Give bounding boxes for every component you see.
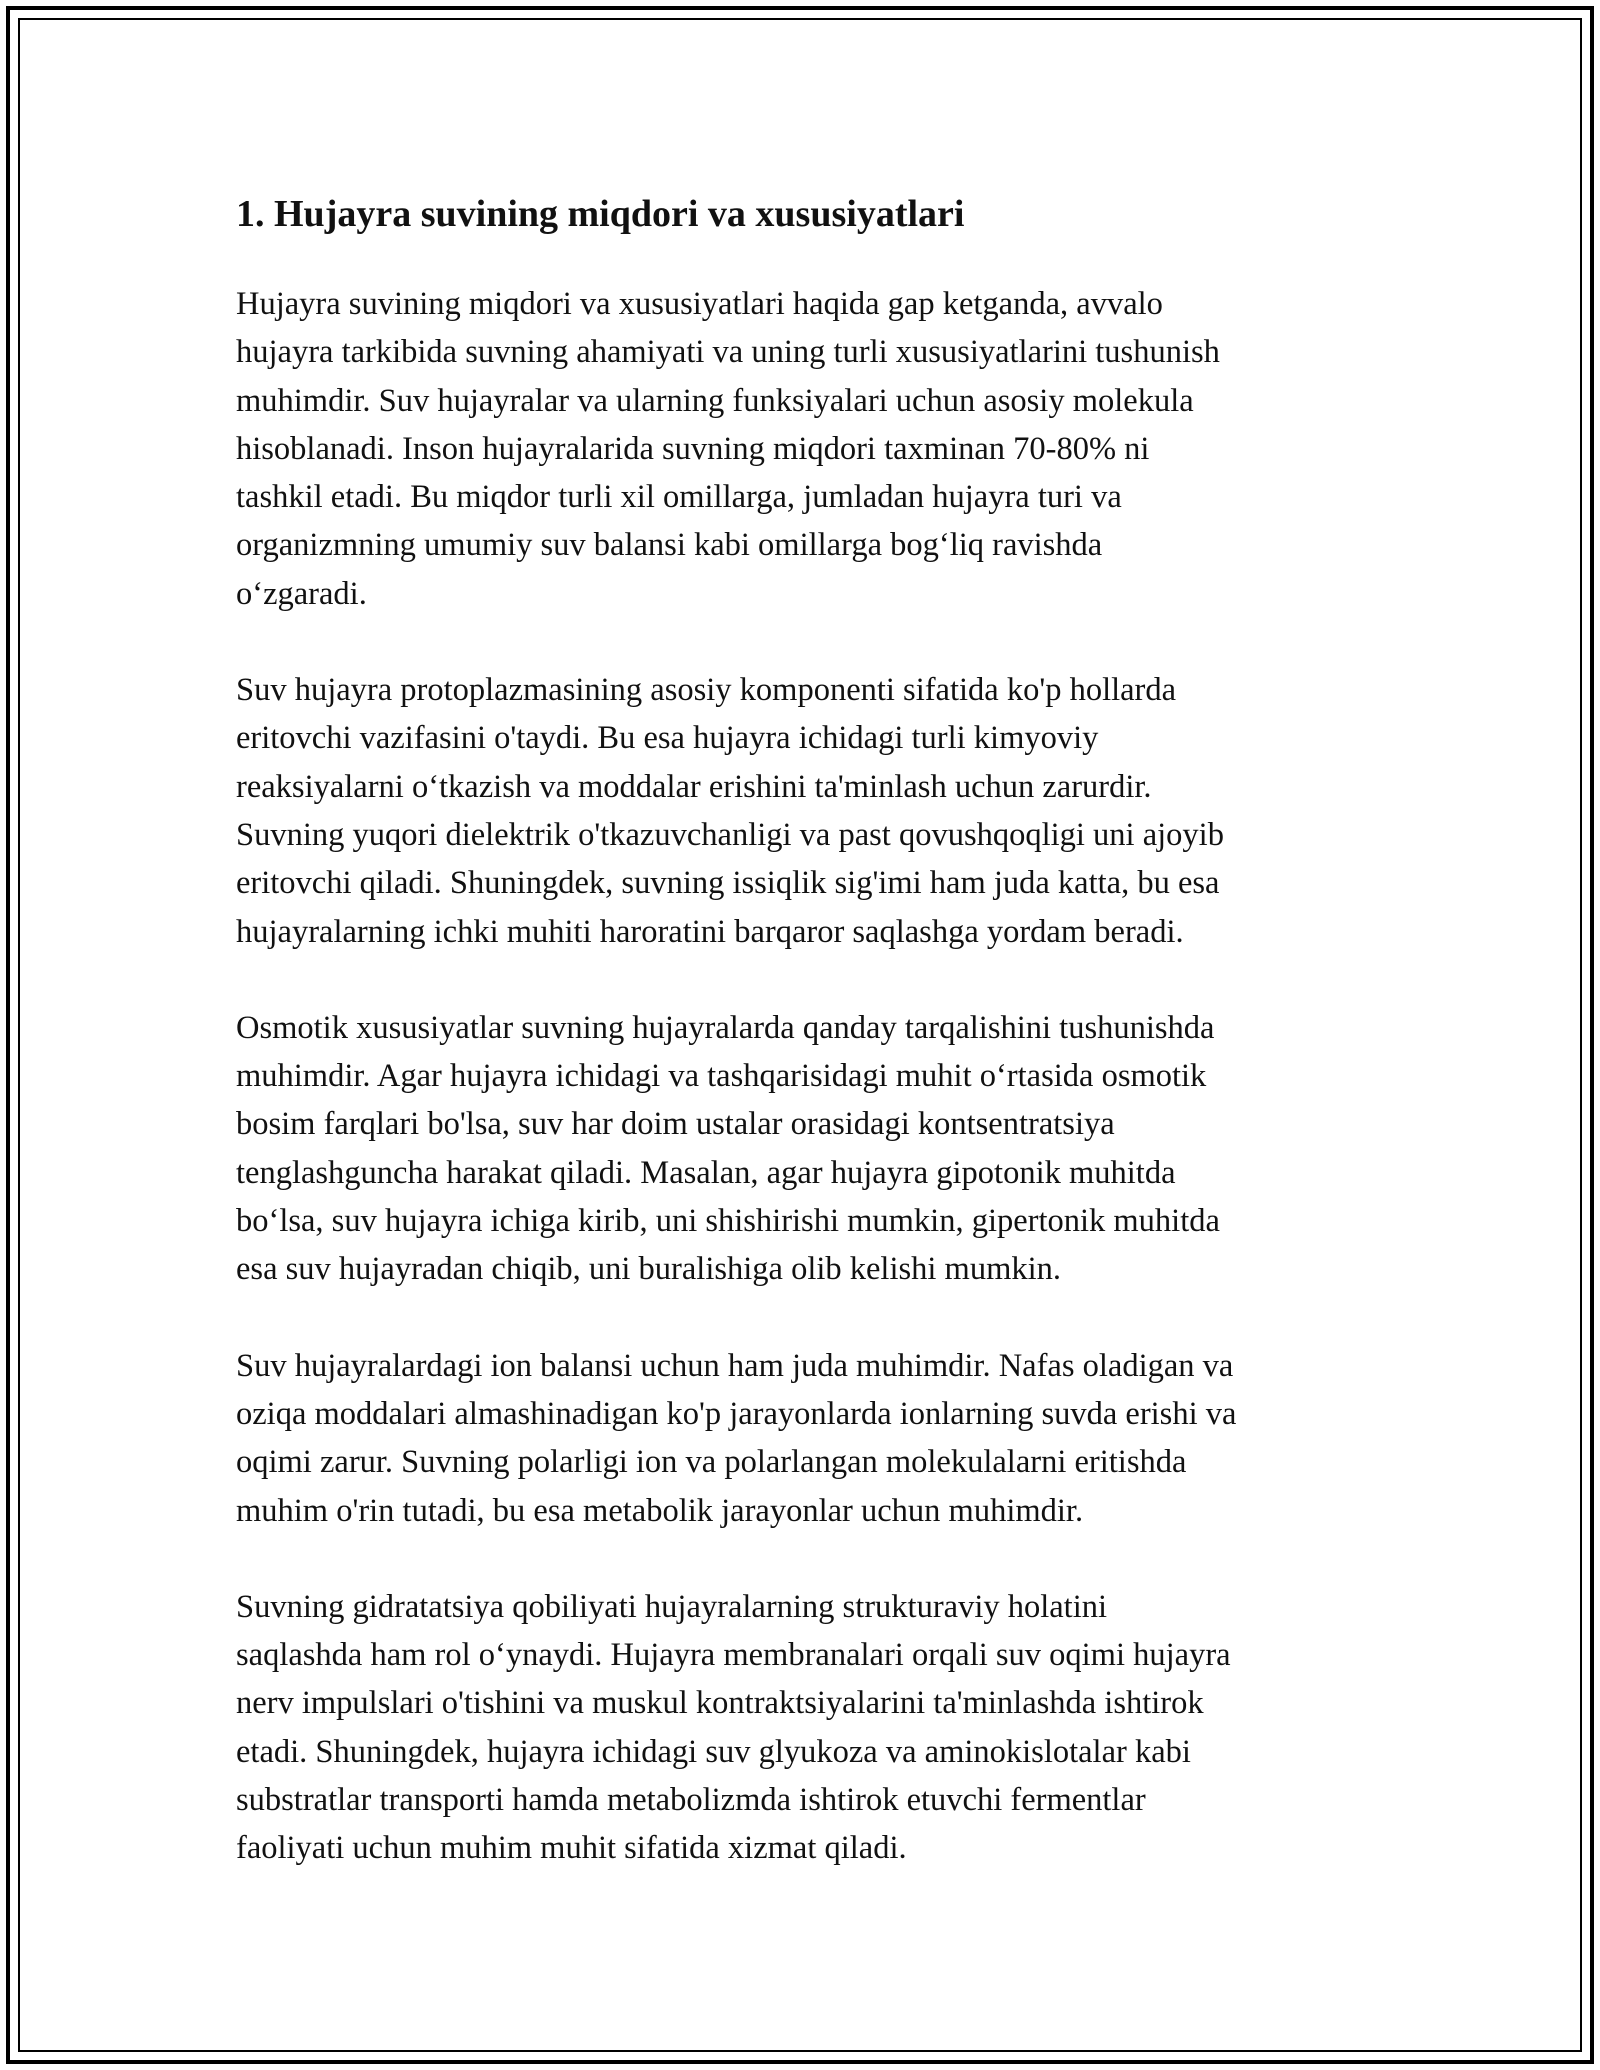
document-body [236,182,1376,1921]
paragraph: Suv hujayra protoplazmasining asosiy komponenti sifatida ko'p hollarda eritovchi vazifasini o'taydi. Bu esa hujayra ichidagi turli kimyoviy reaksiyalarni o‘tkazish va moddalar erishini ta'minlash uchun zarurdir. Suvning yuqori dielektrik o'tkazuvchanligi va past qovushqoqligi uni ajoyib eritovchi qiladi. Shuningdek, suvning issiqlik sig'imi ham juda katta, bu esa hujayralarning ichki muhiti haroratini barqaror saqlashga yordam beradi. [236,672,1224,950]
paragraph: Suv hujayralardagi ion balansi uchun ham juda muhimdir. Nafas oladigan va oziqa moddalari almashinadigan ko'p jarayonlarda ionlarning suvda erishi va oqimi zarur. Suvning polarligi ion va polarlangan molekulalarni eritishda muhim o'rin tutadi, bu esa metabolik jarayonlar uchun muhimdir. [236,1347,1237,1529]
paragraph: Suvning gidratatsiya qobiliyati hujayralarning strukturaviy holatini saqlashda ham rol o‘ynaydi. Hujayra membranalari orqali suv oqimi hujayra nerv impulslari o'tishini va muskul kontraktsiyalarini ta'minlashda ishtirok etadi. Shuningdek, hujayra ichidagi suv glyukoza va aminokislotalar kabi substratlar transporti hamda metabolizmda ishtirok etuvchi fermentlar faoliyati uchun muhim muhit sifatida xizmat qiladi. [236,1588,1231,1867]
paragraph: Hujayra suvining miqdori va xususiyatlari haqida gap ketganda, avvalo hujayra tarkibida suvning ahamiyati va uning turli xususiyatlarini tushunish muhimdir. Suv hujayralar va ularning funksiyalari uchun asosiy molekula hisoblanadi. Inson hujayralarida suvning miqdori taxminan 70-80% ni tashkil etadi. Bu miqdor turli xil omillarga, jumladan hujayra turi va organizmning umumiy suv balansi kabi omillarga bog‘liq ravishda o‘zgaradi. [236,286,1220,612]
section-heading: 1. Hujayra suvining miqdori va xususiyatlari [236,193,965,235]
paragraph: Osmotik xususiyatlar suvning hujayralarda qanday tarqalishini tushunishda muhimdir. Agar hujayra ichidagi va tashqarisidagi muhit o‘rtasida osmotik bosim farqlari bo'lsa, suv har doim ustalar orasidagi kontsentratsiya tenglashguncha harakat qiladi. Masalan, agar hujayra gipotonik muhitda bo‘lsa, suv hujayra ichiga kirib, uni shishirishi mumkin, gipertonik muhitda esa suv hujayradan chiqib, uni buralishiga olib kelishi mumkin. [236,1009,1220,1288]
